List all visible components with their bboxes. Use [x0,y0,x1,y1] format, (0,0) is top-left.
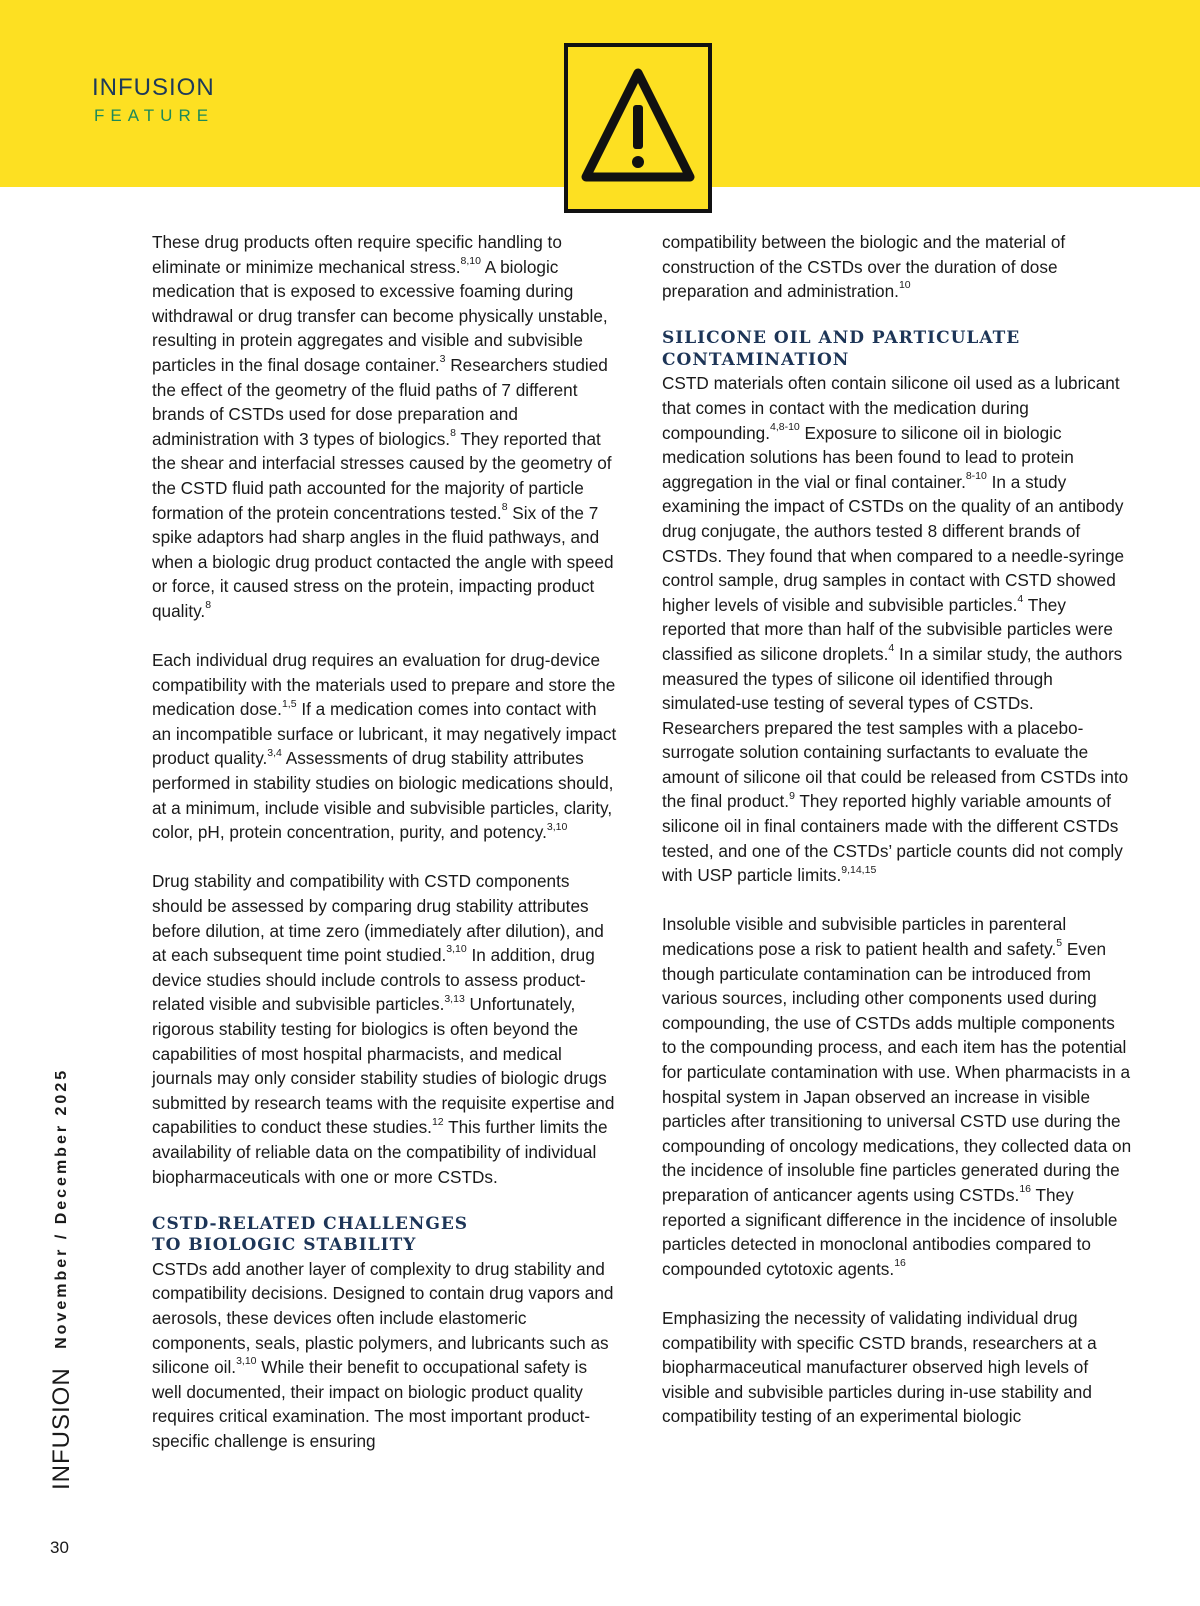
page-number: 30 [50,1538,69,1557]
section-heading: CSTD-RELATED CHALLENGES TO BIOLOGIC STABILITY [152,1213,469,1256]
paragraph: CSTD materials often contain silicone oil used as a lubricant that comes in contact with the medication during compounding.$^{4,8-10}$ Exposure to silicone oil in biologic medication solutions has been found to lead to protein aggregation in the vial or final container.$^{8-10}$ In a study examining the impact of CSTDs on the quality of an antibody drug conjugate, the authors tested 8 different brands of CSTDs. They found that when compared to a needle-syringe control sample, drug samples in contact with CSTD showed higher levels of visible and subvisible particles.$^4$ They reported that more than half of the subvisible particles were classified as silicone droplets.$^4$ In a similar study, the authors measured the types of silicone oil identified through simulated-use testing of several types of CSTDs. Researchers prepared the test samples with a placebo-surrogate solution containing surfactants to evaluate the amount of silicone oil that could be released from CSTDs into the final product.$^9$ They reported highly variable amounts of silicone oil in final containers made with the different CSTDs tested, and one of the CSTDs’ particle counts did not comply with USP particle limits.$^{9,14,15}$ [662,373,1129,886]
paragraph: These drug products often require specific handling to eliminate or minimize mechanical stress.$^{8,10}$ A biologic medication that is exposed to excessive foaming during withdrawal or drug transfer can become physically unstable, resulting in protein aggregates and visible and subvisible particles in the final dosage container.$^3$ Researchers studied the effect of the geometry of the fluid paths of 7 different brands of CSTDs used for dose preparation and administration with 3 types of biologics.$^8$ They reported that the shear and interfacial stresses caused by the geometry of the CSTD fluid path accounted for the majority of particle formation of the protein concentrations tested.$^8$ Six of the 7 spike adaptors had sharp angles in the fluid pathways, and when a biologic drug product contacted the angle with speed or force, it caused stress on the protein, impacting product quality.$^8$ [152,232,614,621]
side-issue-label [48,1068,76,1490]
section-heading: SILICONE OIL AND PARTICULATE CONTAMINATION [662,328,1021,370]
paragraph: Drug stability and compatibility with CSTD components should be assessed by comparing drug stability attributes before dilution, at time zero (immediately after dilution), and at each subsequent time point studied.$^{3,10}$ In addition, drug device studies should include controls to assess product-related visible and subvisible particles.$^{3,13}$ Unfortunately, rigorous stability testing for biologics is often beyond the capabilities of most hospital pharmacists, and medical journals may only consider stability studies of biologic drugs submitted by research teams with the requisite expertise and capabilities to conduct these studies.$^{12}$ This further limits the availability of reliable data on the compatibility of individual biopharmaceuticals with one or more CSTDs. [152,871,615,1187]
paragraph: compatibility between the biologic and the material of construction of the CSTDs over the duration of dose preparation and administration.$^{10}$ [662,232,1066,302]
side-brand-logo: INFUSION [48,1367,75,1490]
section-label: FEATURE [94,106,215,125]
brand-logo: INFUSION [92,74,215,101]
paragraph: Insoluble visible and subvisible particles in parenteral medications pose a risk to patient health and safety.$^5$ Even though particulate contamination can be introduced from various sources, including other components used during compounding, the use of CSTDs adds multiple components to the compounding process, and each item has the potential for particulate contamination with use. When pharmacists in a hospital system in Japan observed an increase in visible particles after transitioning to universal CSTD use during the compounding of oncology medications, they collected data on the incidence of insoluble fine particles generated during the preparation of anticancer agents using CSTDs.$^{16}$ They reported a significant difference in the incidence of insoluble particles detected in monoclonal antibodies compared to compounded cytotoxic agents.$^{16}$ [662,914,1132,1279]
warning-triangle-icon [580,65,696,189]
paragraph: CSTDs add another layer of complexity to drug stability and compatibility decisions. Designed to contain drug vapors and aerosols, these devices often include elastomeric components, seals, plastic polymers, and lubricants such as silicone oil.$^{3,10}$ While their benefit to occupational safety is well documented, their impact on biologic product quality requires critical examination. The most important product-specific challenge is ensuring [152,1258,614,1451]
warning-sign [564,43,712,213]
left-column [152,230,618,1454]
right-column [662,230,1132,1429]
paragraph: Each individual drug requires an evaluation for drug-device compatibility with the materials used to prepare and store the medication dose.$^{1,5}$ If a medication comes into contact with an incompatible surface or lubricant, it may negatively impact product quality.$^{3,4}$ Assessments of drug stability attributes performed in stability studies on biologic medications should, at a minimum, include visible and subvisible particles, clarity, color, pH, protein concentration, purity, and potency.$^{3,10}$ [152,650,617,843]
paragraph: Emphasizing the necessity of validating individual drug compatibility with specific CSTD brands, researchers at a biopharmaceutical manufacturer observed high levels of visible and subvisible particles during in-use stability and compatibility testing of an experimental biologic [662,1307,1097,1427]
issue-date: November / December 2025 [53,1067,70,1349]
